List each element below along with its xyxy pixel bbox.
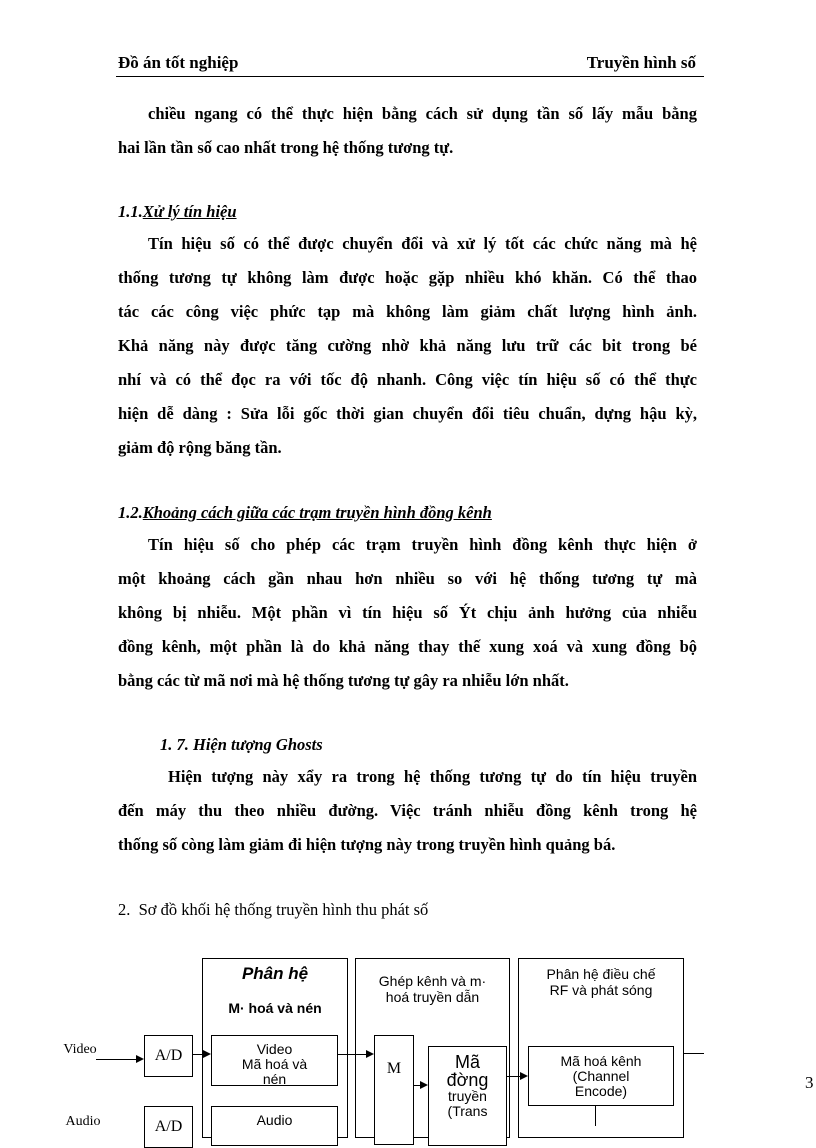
paragraph-line: bằng các từ mã nơi mà hệ thống tương tự gây ra nhiễu lớn nhất.	[118, 671, 569, 690]
arrow-icon	[366, 1050, 374, 1058]
paragraph-line: Tín hiệu số cho phép các trạm truyền hình đồng kênh thực hiện ở	[148, 535, 697, 554]
text-line: Video	[256, 1041, 293, 1057]
arrow-icon	[420, 1081, 428, 1089]
text-line: nén	[262, 1071, 287, 1087]
title-line: Ghép kênh và m·	[378, 973, 487, 989]
paragraph-line: giảm độ rộng băng tần.	[118, 438, 282, 457]
multiplexer-box: M	[374, 1035, 414, 1145]
paragraph-line: Hiện tượng này xẩy ra trong hệ thống tương tự do tín hiệu truyền	[168, 767, 697, 786]
transport-coding-box	[428, 1046, 507, 1146]
text-line: Encode)	[574, 1083, 628, 1099]
text-line: Mã	[454, 1052, 480, 1072]
audio-encoder-box	[211, 1106, 338, 1146]
text-line: Mã hoá và	[241, 1056, 308, 1072]
paragraph-line: một khoảng cách gần nhau hơn nhiều so với hệ thống tương tự mà	[118, 569, 697, 588]
paragraph-line: thống tương tự không làm được hoặc gặp nhiều khó khăn. Có thể thao	[118, 268, 697, 287]
section-heading-1-7: 1. 7. Hiện tượng Ghosts	[160, 735, 323, 754]
header-right: Truyền hình số	[586, 53, 696, 72]
video-input-label: Video	[63, 1042, 97, 1057]
paragraph-line: Khả năng này được tăng cường nhờ khả năng lưu trữ các bit trong bé	[118, 336, 697, 355]
heading-title: Xử lý tín hiệu	[142, 202, 237, 221]
channel-encoder-box	[528, 1046, 674, 1106]
heading-title: Sơ đồ khối hệ thống truyền hình thu phát số	[138, 900, 429, 919]
video-encoder-box	[211, 1035, 338, 1086]
intro-line: chiều ngang có thể thực hiện bằng cách sử dụng tần số lấy mẫu bằng	[148, 104, 697, 123]
paragraph-line: đến máy thu theo nhiều đường. Việc tránh nhiễu đồng kênh trong hệ	[118, 801, 697, 820]
title-line: hoá truyền dẫn	[385, 989, 480, 1005]
connector	[193, 1054, 203, 1055]
header-left: Đồ án tốt nghiệp	[118, 53, 239, 72]
ad-converter-audio: A/D	[144, 1106, 193, 1148]
title-line: RF và phát sóng	[549, 982, 653, 998]
video-input-line	[96, 1059, 136, 1060]
title-line: Phân hệ điều chế	[546, 966, 656, 982]
heading-number: 1.2.	[118, 503, 143, 522]
connector	[595, 1106, 596, 1126]
block3-title	[518, 966, 684, 998]
text-line: (Trans	[447, 1103, 488, 1119]
text-line: đờng	[446, 1070, 489, 1090]
ad-converter-video: A/D	[144, 1035, 193, 1077]
text-line: Audio	[256, 1112, 293, 1128]
paragraph-line: hiện dễ dàng : Sửa lỗi gốc thời gian chuyển đổi tiêu chuẩn, dựng hậu kỳ,	[118, 404, 697, 423]
heading-number: 1.1.	[118, 202, 143, 221]
section-heading-1-1	[118, 202, 237, 222]
connector	[507, 1076, 520, 1077]
intro-line: hai lần tần số cao nhất trong hệ thống tương tự.	[118, 138, 454, 157]
text-line: (Channel	[572, 1068, 630, 1084]
text-line: truyền	[448, 1088, 487, 1104]
arrow-icon	[136, 1055, 144, 1063]
heading-title: Khoảng cách giữa các trạm truyền hình đồng kênh	[142, 503, 492, 522]
paragraph-line: không bị nhiễu. Một phần vì tín hiệu số Ýt chịu ảnh hưởng của nhiễu	[118, 603, 697, 622]
section-heading-1-2	[118, 503, 492, 523]
audio-input-label: Audio	[65, 1114, 101, 1129]
heading-number: 2.	[118, 900, 131, 919]
paragraph-line: Tín hiệu số có thể được chuyển đổi và xử lý tốt các chức năng mà hệ	[148, 234, 697, 253]
connector	[338, 1054, 366, 1055]
paragraph-line: tác các công việc phức tạp mà không làm giảm chất lượng hình ảnh.	[118, 302, 697, 321]
block2-title	[355, 973, 510, 1005]
section-heading-2	[118, 900, 428, 920]
block1-title: Phân hệ	[241, 964, 309, 983]
arrow-icon	[520, 1072, 528, 1080]
page-number: 3	[805, 1073, 814, 1092]
output-line	[684, 1053, 704, 1054]
header-rule	[116, 76, 704, 77]
paragraph-line: nhí và có thể đọc ra với tốc độ nhanh. Công việc tín hiệu số có thể thực	[118, 370, 697, 389]
block1-subtitle: M· hoá và nén	[228, 1000, 322, 1016]
paragraph-line: đồng kênh, một phần là do khả năng thay thế xung xoá và xung đồng bộ	[118, 637, 697, 656]
paragraph-line: thống số còng làm giảm đi hiện tượng này trong truyền hình quảng bá.	[118, 835, 616, 854]
arrow-icon	[203, 1050, 211, 1058]
text-line: Mã hoá kênh	[560, 1053, 642, 1069]
